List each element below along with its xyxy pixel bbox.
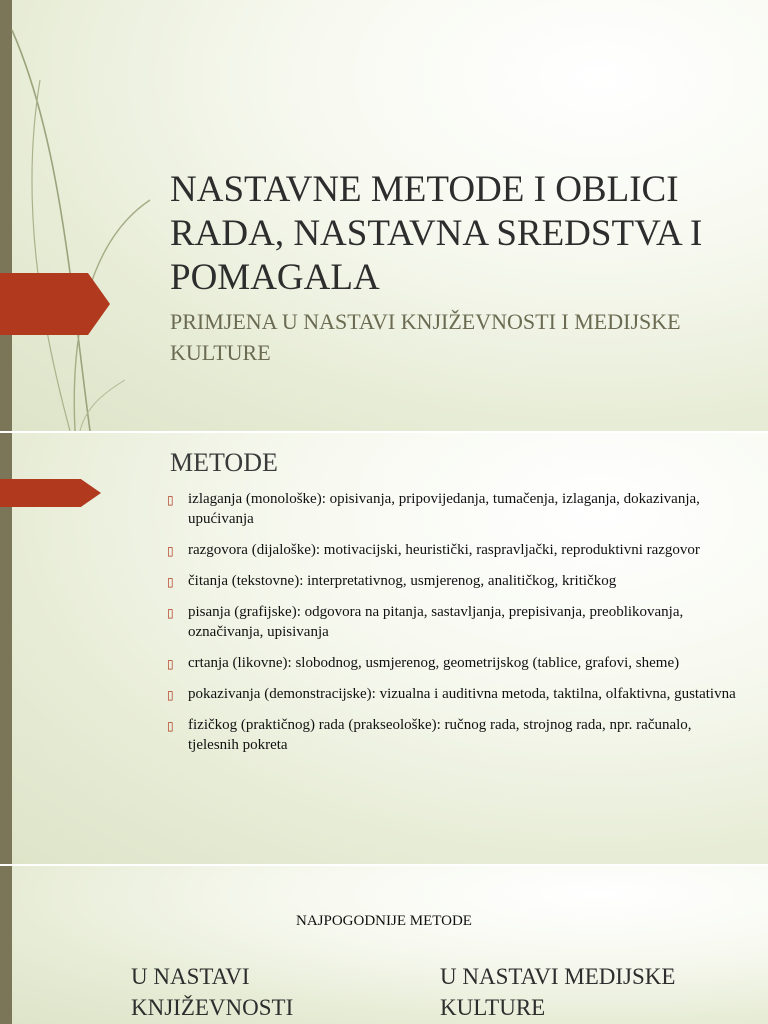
- list-item-text: čitanja (tekstovne): interpretativnog, usmjerenog, analitičkog, kritičkog: [188, 573, 617, 589]
- bullet-icon: ▯: [167, 493, 174, 507]
- accent-arrow: [0, 273, 110, 335]
- bullet-icon: ▯: [167, 657, 174, 671]
- list-item: [165, 653, 745, 673]
- best-methods-heading: NAJPOGODNIJE METODE: [296, 913, 472, 929]
- list-item: [165, 715, 745, 755]
- bullet-icon: ▯: [167, 606, 174, 620]
- list-item-text: razgovora (dijaloške): motivacijski, heuristički, raspravljački, reproduktivni razgovor: [188, 542, 700, 558]
- bullet-icon: ▯: [167, 544, 174, 558]
- list-item: [165, 602, 745, 642]
- slide-subtitle: PRIMJENA U NASTAVI KNJIŽEVNOSTI I MEDIJSKE KULTURE: [170, 309, 681, 365]
- list-item: [165, 571, 745, 591]
- bullet-icon: ▯: [167, 719, 174, 733]
- list-item-text: izlaganja (monološke): opisivanja, pripovijedanja, tumačenja, izlaganja, dokazivanja, upućivanja: [188, 491, 700, 527]
- methods-heading: METODE: [170, 448, 278, 477]
- title-slide: [0, 0, 768, 431]
- list-item: [165, 489, 745, 529]
- list-item: [165, 540, 745, 560]
- best-methods-slide: [0, 866, 768, 1024]
- methods-list: [165, 489, 745, 766]
- side-bar: [0, 866, 12, 1024]
- list-item-text: crtanja (likovne): slobodnog, usmjerenog, geometrijskog (tablice, grafovi, sheme): [188, 655, 680, 671]
- slide-title: NASTAVNE METODE I OBLICI RADA, NASTAVNA SREDSTVA I POMAGALA: [170, 169, 703, 298]
- decorative-curves: [0, 0, 160, 431]
- list-item: [165, 684, 745, 704]
- bullet-icon: ▯: [167, 575, 174, 589]
- media-culture-column-heading: U NASTAVI MEDIJSKE KULTURE: [440, 964, 676, 1020]
- accent-arrow: [0, 479, 101, 507]
- literature-column-heading: U NASTAVI KNJIŽEVNOSTI: [131, 964, 294, 1020]
- list-item-text: pokazivanja (demonstracijske): vizualna i auditivna metoda, taktilna, olfaktivna, gustativna: [188, 686, 736, 702]
- methods-slide: [0, 433, 768, 864]
- bullet-icon: ▯: [167, 688, 174, 702]
- list-item-text: pisanja (grafijske): odgovora na pitanja, sastavljanja, prepisivanja, preoblikovanja, označivanja, upisivanja: [188, 604, 684, 640]
- list-item-text: fizičkog (praktičnog) rada (prakseološke): ručnog rada, strojnog rada, npr. računalo, tjelesnih pokreta: [188, 717, 692, 753]
